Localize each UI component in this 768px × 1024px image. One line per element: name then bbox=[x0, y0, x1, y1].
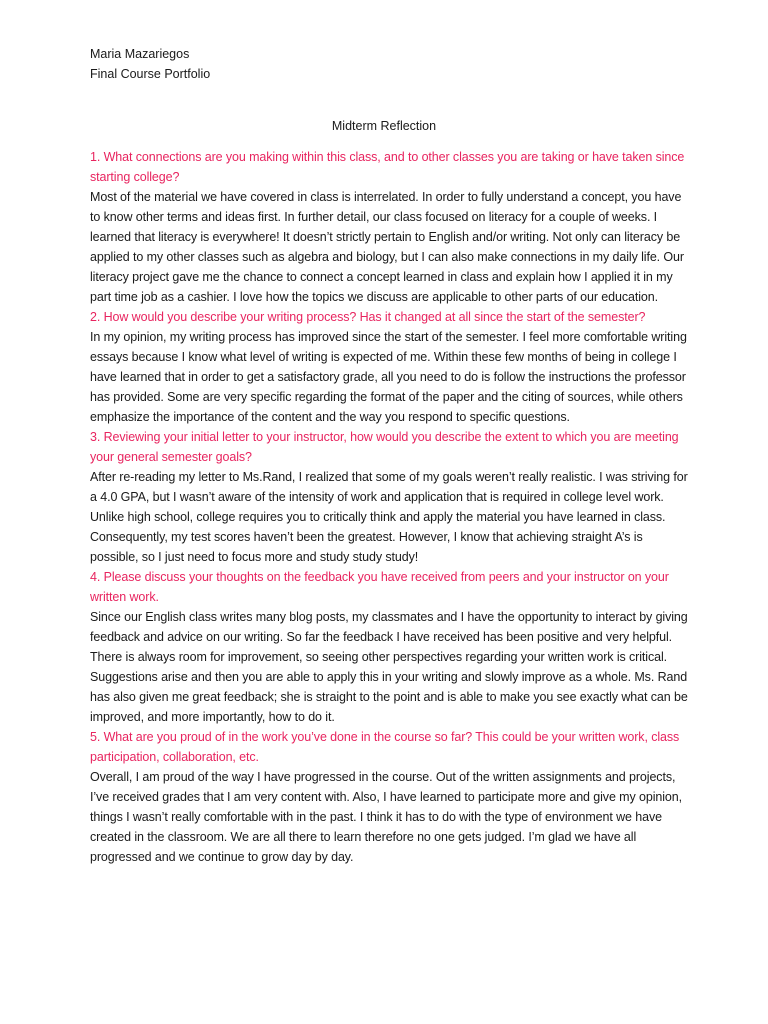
document-title: Midterm Reflection bbox=[331, 119, 437, 133]
question-1: 1. What connections are you making within this class, and to other classes you are taking or have taken since starting college? bbox=[90, 150, 685, 184]
answer-4: Since our English class writes many blog posts, my classmates and I have the opportunity to interact by giving feedback and advice on our writing. So far the feedback I have received has been positive and very helpful. There is always room for improvement, so seeing other perspectives regarding your written work is critical. Suggestions arise and then you are able to apply this in your writing and slowly improve as a whole. Ms. Rand has also given me great feedback; she is straight to the point and is able to make you see exactly what can be improved, and more importantly, how to do it. bbox=[90, 610, 688, 724]
answer-3: After re-reading my letter to Ms.Rand, I realized that some of my goals weren’t really realistic. I was striving for a 4.0 GPA, but I wasn’t aware of the intensity of work and application that is required in college level work. Unlike high school, college requires you to critically think and apply the material you have learned in class. Consequently, my test scores haven’t been the greatest. However, I know that achieving straight A’s is possible, so I just need to focus more and study study study! bbox=[90, 470, 688, 564]
answer-1: Most of the material we have covered in class is interrelated. In order to fully understand a concept, you have to know other terms and ideas first. In further detail, our class focused on literacy for a couple of weeks. I learned that literacy is everywhere! It doesn’t strictly pertain to English and/or writing. Not only can literacy be applied to my other classes such as algebra and biology, but I can also make connections in my daily life. Our literacy project gave me the chance to connect a concept learned in class and explain how I applied it in my part time job as a cashier. I love how the topics we discuss are applicable to other parts of our education. bbox=[90, 190, 684, 304]
question-5: 5. What are you proud of in the work you’ve done in the course so far? This could be your written work, class participation, collaboration, etc. bbox=[90, 730, 680, 764]
answer-2: In my opinion, my writing process has improved since the start of the semester. I feel more comfortable writing essays because I know what level of writing is expected of me. Within these few months of being in college I have learned that in order to get a satisfactory grade, all you need to do is follow the instructions the professor has provided. Some are very specific regarding the format of the paper and the citing of sources, while others emphasize the importance of the content and the way you respond to specific questions. bbox=[90, 330, 687, 424]
author-name: Maria Mazariegos bbox=[90, 47, 190, 61]
answer-5: Overall, I am proud of the way I have progressed in the course. Out of the written assignments and projects, I’ve received grades that I am very content with. Also, I have learned to participate more and give my opinion, things I wasn’t really comfortable with in the past. I think it has to do with the type of environment we have created in the classroom. We are all there to learn therefore no one gets judged. I’m glad we have all progressed and we continue to grow day by day. bbox=[90, 770, 683, 864]
question-4: 4. Please discuss your thoughts on the feedback you have received from peers and your instructor on your written work. bbox=[90, 570, 669, 604]
question-2: 2. How would you describe your writing process? Has it changed at all since the start of the semester? bbox=[90, 310, 646, 324]
document-header bbox=[90, 44, 210, 84]
document-body bbox=[90, 147, 690, 867]
question-3: 3. Reviewing your initial letter to your instructor, how would you describe the extent to which you are meeting your general semester goals? bbox=[90, 430, 679, 464]
document-subtitle: Final Course Portfolio bbox=[90, 67, 211, 81]
